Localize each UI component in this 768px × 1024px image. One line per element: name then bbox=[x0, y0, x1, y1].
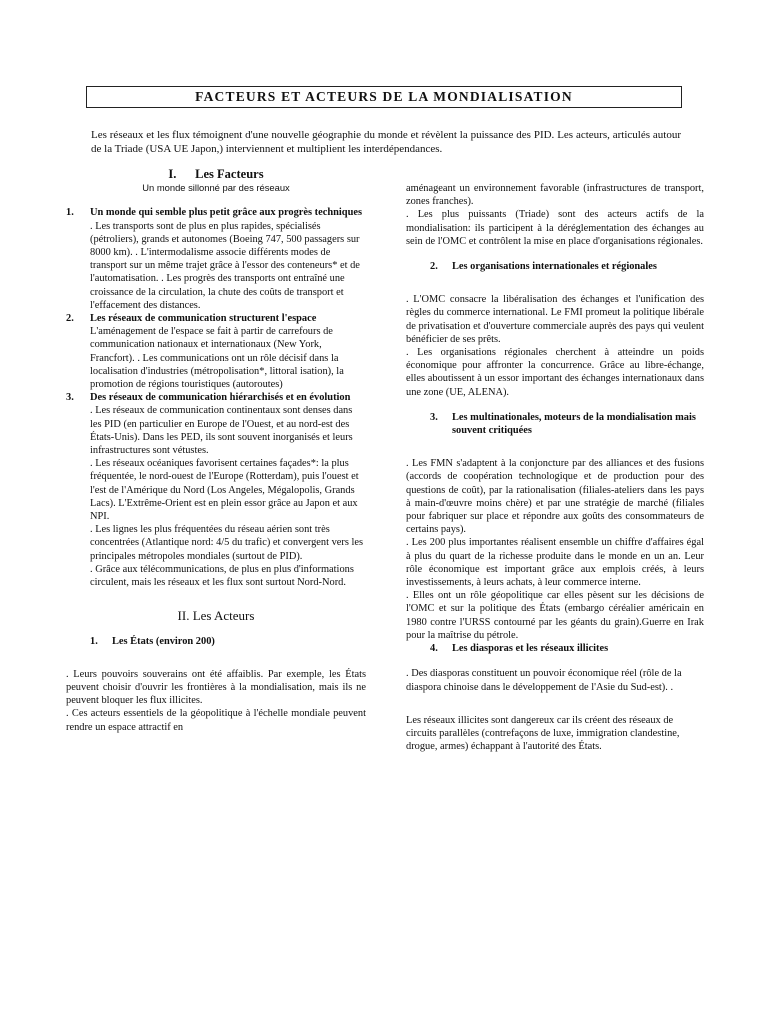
item-number: 1. bbox=[66, 207, 74, 219]
item-number: 3. bbox=[430, 411, 438, 423]
item-number: 2. bbox=[66, 313, 74, 325]
item-number: 2. bbox=[430, 261, 438, 273]
item-paragraph: . Les transports sont de plus en plus rapides, spécialisés (pétroliers), grands et autonomes (Boeing 747, 500 passagers sur 8000 km). . L'intermodalisme associe différents modes de transport sur un même trajet grâce à l'essor des conteneurs* et de l'automatisation. . Les progrès des transports ont entraîné une croissance de la circulation, la chute des coûts de transport et l'effacement des distances. bbox=[90, 220, 360, 311]
item-paragraph: . Les réseaux de communication continentaux sont denses dans les PID (en particulier en Europe de l'Ouest, et au nord-est des États-Unis). Dans les PED, ils sont souvent inorganisés et leurs infrastructures sont vétustes. bbox=[90, 405, 353, 457]
section-heading-facteurs bbox=[66, 168, 366, 181]
item-paragraph: Les réseaux illicites sont dangereux car ils créent des réseaux de circuits parallèles (contrefaçons de luxe, immigration clandestine, drogue, armes) échappant à l'autorité des États. bbox=[406, 714, 680, 753]
actor-4-heading bbox=[430, 642, 704, 655]
item-heading: Les multinationales, moteurs de la mondialisation mais souvent critiquées bbox=[452, 411, 696, 437]
actor-2-heading bbox=[430, 260, 704, 273]
section-subtitle: Un monde sillonné par des réseaux bbox=[142, 182, 290, 194]
item-paragraph: . Elles ont un rôle géopolitique car elles pèsent sur les décisions de l'OMC et sur la politique des États (embargo céréalier américain en 1980 contre l'URSS contourné par les géants du grain).Guerre en Irak pour la maîtrise du pétrole. bbox=[406, 590, 704, 641]
item-paragraph: . Les FMN s'adaptent à la conjoncture par des alliances et des fusions (accords de coopération technologique et de production pour des questions de coût), par la rationalisation (filiales-ateliers dans les pays à main-d'œuvre moins chère) et par une stratégie de marché (filiales pour fabriquer sur place et répondre aux goûts des consommateurs de certains pays). bbox=[406, 458, 704, 536]
item-paragraph: . L'OMC consacre la libéralisation des échanges et l'unification des règles du commerce international. Le FMI promeut la politique libérale de privatisation et d'ouverture commerciale auprès des pays qui veulent bénéficier de ses prêts. bbox=[406, 294, 704, 345]
factor-2 bbox=[66, 312, 366, 391]
section-title: Les Facteurs bbox=[195, 167, 264, 181]
item-paragraph: . Les lignes les plus fréquentées du réseau aérien sont très concentrées (Atlantique nord: 4/5 du trafic) et convergent vers les principales métropoles mondiales (surtout de PID). bbox=[90, 524, 364, 562]
item-number: 3. bbox=[66, 392, 74, 404]
document-title: FACTEURS ET ACTEURS DE LA MONDIALISATION bbox=[86, 86, 682, 108]
left-column bbox=[66, 168, 366, 734]
item-heading: Un monde qui semble plus petit grâce aux progrès techniques bbox=[90, 207, 362, 219]
item-paragraph: . Les plus puissants (Triade) sont des acteurs actifs de la mondialisation: ils participent à la déréglementation des échanges au sein de l'OMC et contrôlent la mise en place d'organisations régionales. bbox=[406, 209, 704, 247]
item-paragraph: . Ces acteurs essentiels de la géopolitique à l'échelle mondiale peuvent rendre un espace attractif en bbox=[66, 708, 366, 733]
right-column bbox=[406, 182, 704, 753]
item-paragraph: . Grâce aux télécommunications, de plus en plus d'informations circulent, mais les réseaux et les flux sont surtout Nord-Nord. bbox=[90, 563, 354, 589]
item-number: 4. bbox=[430, 643, 438, 655]
item-paragraph: . Les 200 plus importantes réalisent ensemble un chiffre d'affaires égal à plus du quart de la richesse produite dans le monde en un an. Leur rôle économique est important grâce aux emplois créés, à leurs investissements, à leurs achats, à leur commerce interne. bbox=[406, 537, 704, 589]
item-heading: Des réseaux de communication hiérarchisés et en évolution bbox=[90, 392, 351, 404]
factor-1 bbox=[66, 206, 366, 312]
item-heading: Les organisations internationales et régionales bbox=[452, 261, 657, 273]
item-paragraph: L'aménagement de l'espace se fait à partir de carrefours de communication nationaux et internationaux (New York, Francfort). . Les communications ont un rôle décisif dans la localisation d'industries (métropolisation*, littoral isation), la promotion de régions touristiques (autoroutes) bbox=[90, 326, 344, 391]
item-paragraph: aménageant un environnement favorable (infrastructures de transport, zones franches). bbox=[406, 183, 704, 208]
item-paragraph: . Les organisations régionales cherchent à atteindre un poids économique pour affronter la concurrence. Grâce au libre-échange, elles aboutissent à un essor important des échanges internationaux dans une zone (UE, ALENA). bbox=[406, 347, 704, 398]
actor-3-heading bbox=[430, 411, 704, 437]
intro-paragraph: Les réseaux et les flux témoignent d'une nouvelle géographie du monde et révèlent la puissance des PID. Les acteurs, articulés autour de la Triade (USA UE Japon,) interviennent et multiplient les interdépendances. bbox=[91, 129, 681, 155]
item-number: 1. bbox=[90, 635, 98, 647]
factor-3 bbox=[66, 391, 366, 589]
item-paragraph: . Des diasporas constituent un pouvoir économique réel (rôle de la diaspora chinoise dans le développement de l'Asie du Sud-est). . bbox=[406, 668, 682, 693]
item-heading: Les diasporas et les réseaux illicites bbox=[452, 643, 609, 655]
section-heading-acteurs: II. Les Acteurs bbox=[177, 608, 255, 624]
item-heading: Les réseaux de communication structurent l'espace bbox=[90, 313, 317, 325]
item-heading: Les États (environ 200) bbox=[112, 635, 215, 647]
actor-1-heading bbox=[90, 635, 366, 648]
item-paragraph: . Leurs pouvoirs souverains ont été affaiblis. Par exemple, les États peuvent choisir d'ouvrir les frontières à la mondialisation, mais ils ne peuvent bloquer les flux illicites. bbox=[66, 668, 366, 707]
item-paragraph: . Les réseaux océaniques favorisent certaines façades*: la plus fréquentée, le nord-ouest de l'Europe (Rotterdam), puis l'ouest et l'est de l'Amérique du Nord (Los Angeles, Mégalopolis, Grands Lacs). L'Extrême-Orient est en plein essor grâce au Japon et aux NPI. bbox=[90, 458, 359, 523]
section-numeral: I. bbox=[168, 167, 177, 181]
